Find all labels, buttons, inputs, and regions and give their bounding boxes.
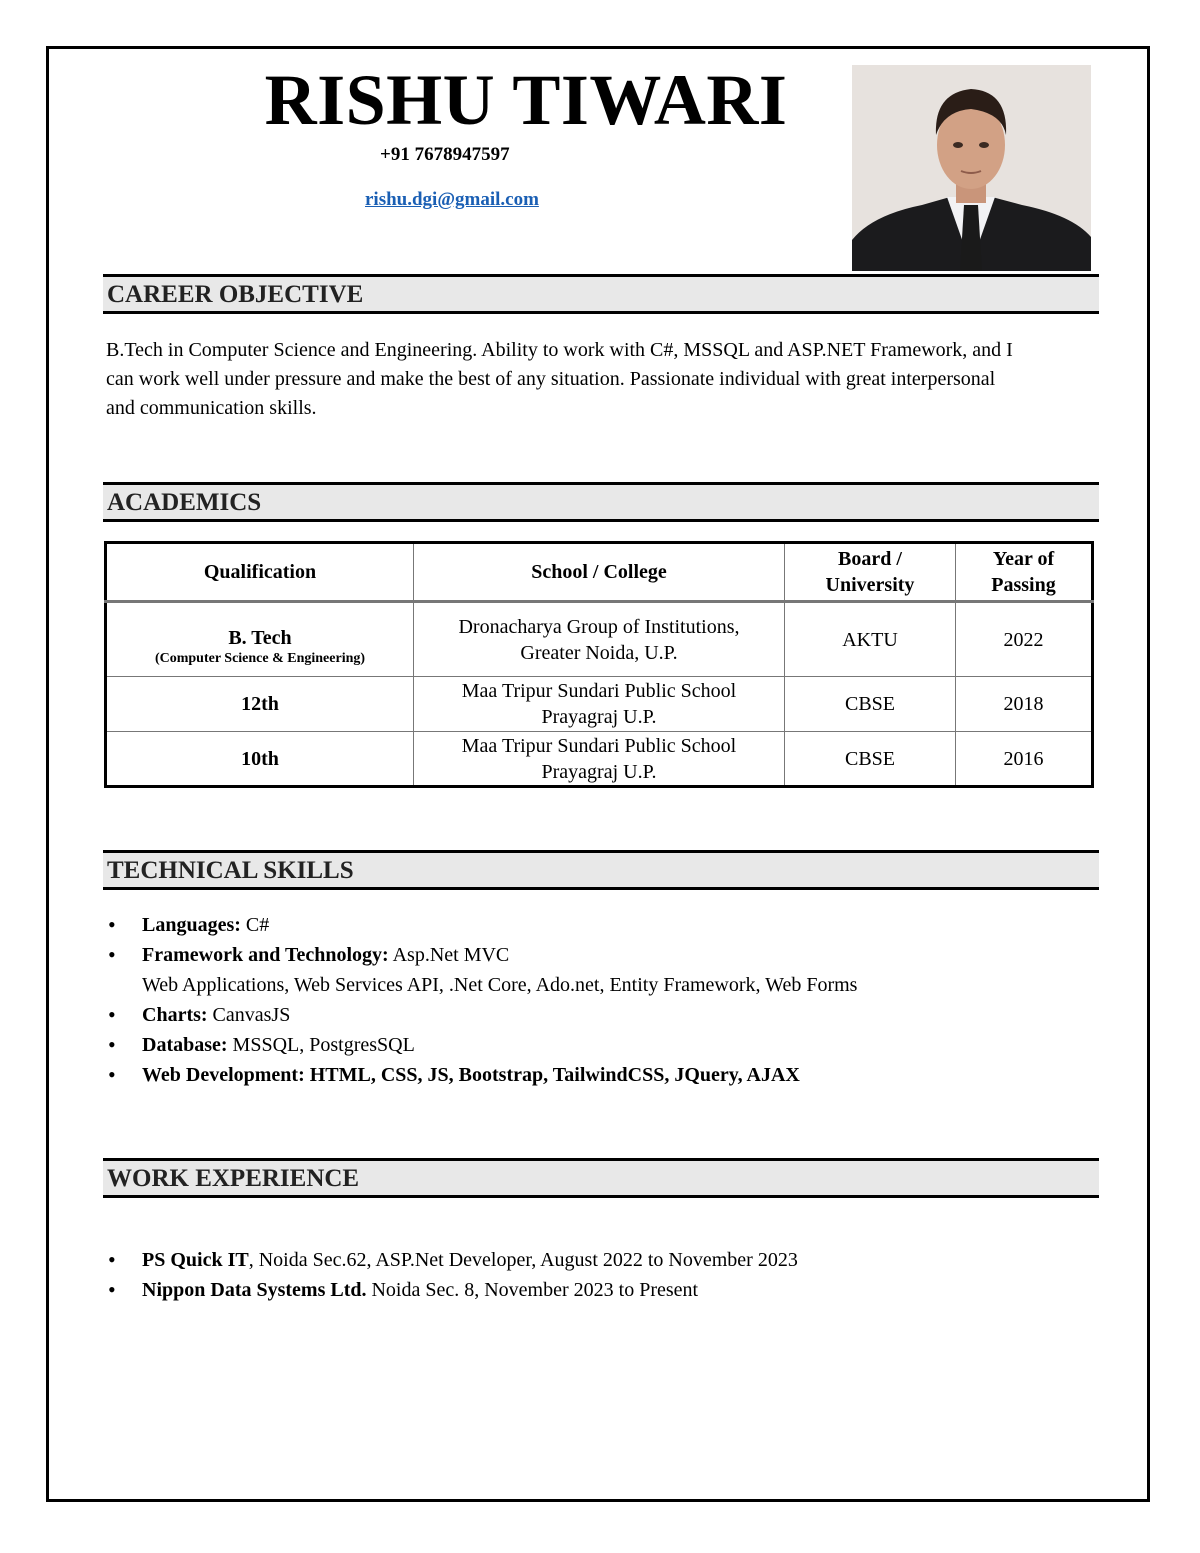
list-item bbox=[106, 940, 857, 1000]
skill-value: Asp.Net MVC bbox=[392, 944, 510, 966]
phone-number: +91 7678947597 bbox=[380, 144, 510, 165]
skill-value: MSSQL, PostgresSQL bbox=[232, 1034, 415, 1056]
skill-label: Languages: bbox=[142, 914, 241, 936]
company-name: PS Quick IT bbox=[142, 1249, 249, 1271]
list-item bbox=[106, 1030, 857, 1060]
qualification: 10th bbox=[241, 747, 279, 770]
section-title: WORK EXPERIENCE bbox=[107, 1165, 360, 1192]
column-header-label: Year of Passing bbox=[991, 548, 1056, 596]
email-link[interactable]: rishu.dgi@gmail.com bbox=[365, 189, 539, 210]
board-cell: CBSE bbox=[785, 677, 956, 732]
qualification: B. Tech bbox=[228, 626, 292, 649]
technical-skills-header bbox=[103, 850, 1099, 890]
column-header: School / College bbox=[414, 543, 785, 602]
qualification-detail: (Computer Science & Engineering) bbox=[154, 650, 366, 666]
column-header bbox=[785, 543, 956, 602]
section-title: ACADEMICS bbox=[107, 489, 262, 516]
school-name: Maa Tripur Sundari Public School Prayagraj U.P. bbox=[461, 680, 737, 728]
table-row bbox=[106, 677, 1093, 732]
year-cell: 2018 bbox=[956, 677, 1093, 732]
skills-list bbox=[106, 910, 857, 1090]
school-name: Dronacharya Group of Institutions, Greater Noida, U.P. bbox=[458, 615, 740, 664]
candidate-name: RISHU TIWARI bbox=[264, 60, 788, 140]
table-header-row bbox=[106, 543, 1093, 602]
job-detail: Noida Sec. 8, November 2023 to Present bbox=[366, 1279, 699, 1301]
list-item bbox=[106, 1245, 798, 1275]
skill-label: Database: bbox=[142, 1034, 228, 1056]
section-title: CAREER OBJECTIVE bbox=[107, 281, 364, 308]
qualification-cell bbox=[106, 677, 414, 732]
list-item bbox=[106, 1060, 857, 1090]
skill-value: C# bbox=[245, 914, 270, 936]
board-cell: CBSE bbox=[785, 732, 956, 787]
qualification: 12th bbox=[241, 693, 279, 715]
skill-extra: Web Applications, Web Services API, .Net Core, Ado.net, Entity Framework, Web Forms bbox=[142, 974, 858, 996]
career-objective-text: B.Tech in Computer Science and Engineering. Ability to work with C#, MSSQL and ASP.NET Framework, and I can work well under pressure and make the best of any situation. Passionate individual with great interpersonal and communication skills. bbox=[106, 339, 1013, 419]
work-experience-header bbox=[103, 1158, 1099, 1198]
school-cell bbox=[414, 677, 785, 732]
list-item bbox=[106, 1000, 857, 1030]
column-header bbox=[956, 543, 1093, 602]
list-item bbox=[106, 910, 857, 940]
table-row bbox=[106, 602, 1093, 677]
experience-list bbox=[106, 1245, 798, 1305]
year-cell: 2022 bbox=[956, 602, 1093, 677]
qualification-cell bbox=[106, 602, 414, 677]
skill-label: Framework and Technology: bbox=[142, 944, 389, 966]
company-name: Nippon Data Systems Ltd. bbox=[142, 1279, 367, 1301]
academics-header bbox=[103, 482, 1099, 522]
board-cell: AKTU bbox=[785, 602, 956, 677]
list-item bbox=[106, 1275, 798, 1305]
job-detail: , Noida Sec.62, ASP.Net Developer, August 2022 to November 2023 bbox=[248, 1249, 798, 1271]
skill-label: Charts: bbox=[142, 1004, 208, 1026]
school-cell bbox=[414, 602, 785, 677]
year-cell: 2016 bbox=[956, 732, 1093, 787]
column-header: Qualification bbox=[106, 543, 414, 602]
profile-photo bbox=[852, 65, 1091, 271]
skill-label: Web Development: HTML, CSS, JS, Bootstrap, TailwindCSS, JQuery, AJAX bbox=[142, 1064, 800, 1086]
section-title: TECHNICAL SKILLS bbox=[107, 857, 354, 884]
school-cell bbox=[414, 732, 785, 787]
career-objective-header bbox=[103, 274, 1099, 314]
school-name: Maa Tripur Sundari Public School Prayagraj U.P. bbox=[461, 734, 737, 783]
academics-table bbox=[104, 541, 1094, 788]
column-header-label: Board / University bbox=[825, 548, 915, 596]
skill-value: CanvasJS bbox=[212, 1004, 291, 1026]
qualification-cell bbox=[106, 732, 414, 787]
table-row bbox=[106, 732, 1093, 787]
